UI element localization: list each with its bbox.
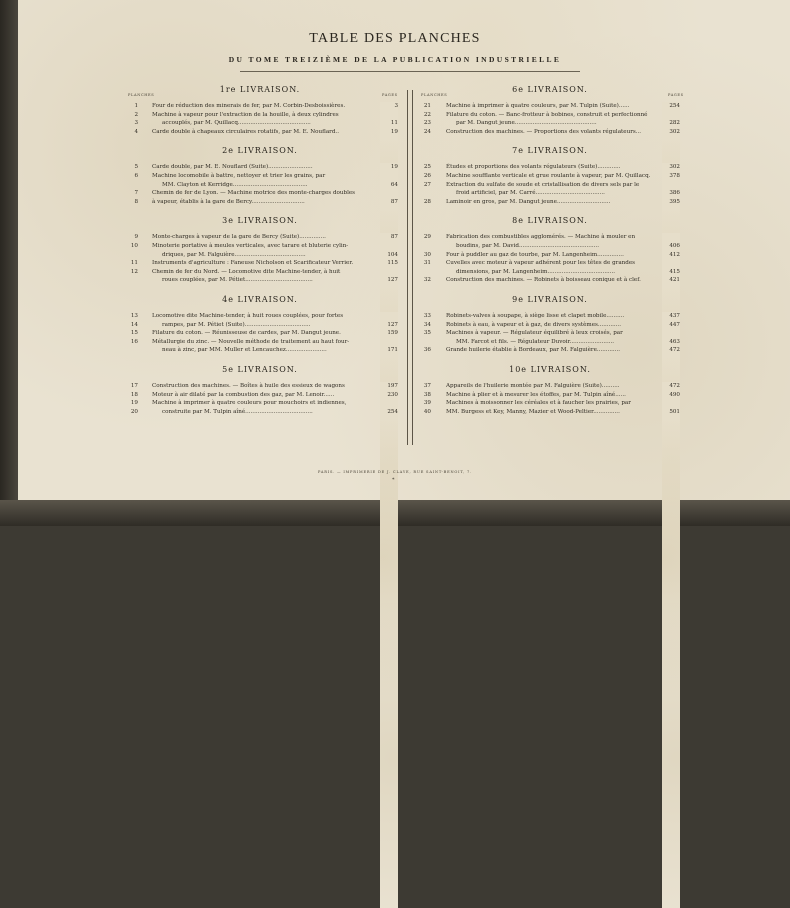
page-number: 87 <box>380 233 398 733</box>
plate-number: 36 <box>423 347 431 354</box>
page-number: 3 <box>380 102 398 602</box>
signature-mark: * <box>392 477 395 483</box>
plate-number: 35 <box>423 330 431 337</box>
plate-description: boudins, par M. David............................................. <box>456 243 599 249</box>
plate-description: Chemin de fer de Lyon. — Machine motrice des monte-charges doubles <box>152 190 356 197</box>
page-number: 386 <box>662 189 680 689</box>
plate-description: Construction des machines. — Proportions des volants régulateurs... <box>446 128 642 135</box>
plate-description: Machine à plier et à mesurer les étoffes, par M. Tulpin aîné...... <box>446 391 626 398</box>
section-title: 1re LIVRAISON. <box>219 85 301 94</box>
plate-number: 8 <box>134 198 138 205</box>
plate-description: Laminoir en gros, par M. Dangut jeune.............................. <box>446 198 611 205</box>
page-subtitle: DU TOME TREIZIÈME DE LA PUBLICATION INDUSTRIELLE <box>228 55 562 64</box>
plate-description: Grande huilerie établie à Bordeaux, par M. Falguière............. <box>446 347 620 354</box>
page-number: 302 <box>662 128 680 628</box>
plate-number: 40 <box>423 408 431 415</box>
plate-number: 13 <box>130 313 138 319</box>
plate-number: 22 <box>423 111 431 118</box>
page-number: 230 <box>380 391 398 891</box>
plate-description: Filature du coton. — Réunisseuse de cardes, par M. Dangut jeune. <box>152 330 341 337</box>
plate-description: accouplés, par M. Quillacq......................................... <box>162 120 311 127</box>
page-number: 19 <box>380 128 398 628</box>
plate-number: 18 <box>130 391 138 398</box>
plate-description: Cuvelles avec moteur à vapeur adhérent pour les têtes de grandes <box>446 260 636 267</box>
plate-description: roues couplées, par M. Pétiet...................................... <box>162 277 313 284</box>
plate-number: 28 <box>423 198 431 205</box>
plate-number: 11 <box>130 260 138 267</box>
page-number: 115 <box>380 259 398 759</box>
plate-number: 25 <box>423 164 431 171</box>
section-title: 3e LIVRAISON. <box>222 216 298 226</box>
right-pages-head: PAGES <box>668 93 684 97</box>
page-number: 159 <box>380 329 398 829</box>
section-title: 6e LIVRAISON. <box>512 85 588 94</box>
plate-description: rampes, par M. Pétiet (Suite)..................................... <box>162 321 311 328</box>
page-number: 254 <box>380 408 398 908</box>
page-number: 104 <box>380 251 398 751</box>
table-row <box>0 276 790 285</box>
section-title: 10e LIVRAISON. <box>509 365 591 374</box>
section-title: 9e LIVRAISON. <box>512 295 588 304</box>
plate-number: 31 <box>423 260 431 267</box>
plate-number: 16 <box>130 338 138 345</box>
printer-imprint: PARIS. — IMPRIMERIE DE J. CLAYE, RUE SAINT-BENOIT, 7. <box>318 470 472 474</box>
plate-number: 5 <box>134 164 138 171</box>
page-number: 87 <box>380 198 398 698</box>
page-number: 415 <box>662 268 680 768</box>
section-title: 8e LIVRAISON. <box>512 216 588 226</box>
section-title: 5e LIVRAISON. <box>222 365 298 374</box>
plate-number: 27 <box>423 181 431 188</box>
plate-description: Construction des machines. — Boîtes à huile des essieux de wagons <box>152 383 345 389</box>
page-number: 447 <box>662 321 680 821</box>
left-pages-head: PAGES <box>382 93 398 97</box>
right-planches-head: PLANCHES <box>421 93 448 97</box>
table-row <box>0 128 790 137</box>
plate-number: 33 <box>423 313 431 319</box>
plate-number: 32 <box>423 277 431 284</box>
plate-description: Chemin de fer du Nord. — Locomotive dite Machine-tender, à huit <box>152 268 341 275</box>
page-number: 127 <box>380 276 398 776</box>
plate-description: neau à zinc, par MM. Muller et Lencauchez....................... <box>162 347 327 354</box>
plate-number: 14 <box>130 321 138 328</box>
plate-description: Moteur à air dilaté par la combustion des gaz, par M. Lenoir...... <box>152 391 335 398</box>
page-number: 472 <box>662 382 680 882</box>
plate-description: Robinets à eau, à vapeur et à gaz, de divers systèmes............. <box>446 321 621 328</box>
section-title: 7e LIVRAISON. <box>512 146 588 156</box>
page-number: 463 <box>662 338 680 838</box>
plate-description: Construction des machines. — Robinets à boisseau conique et à clef. <box>446 277 641 284</box>
plate-description: Fabrication des combustibles agglomérés. — Machine à mouler en <box>446 234 636 241</box>
page-number: 171 <box>380 346 398 846</box>
page-number: 11 <box>380 119 398 619</box>
plate-description: Carde double, par M. E. Nouflard (Suite)......................... <box>152 164 313 171</box>
plate-description: Robinets-valves à soupape, à siège lisse et clapet mobile.......... <box>446 313 625 319</box>
plate-number: 12 <box>130 268 138 275</box>
plate-description: Machines à moissonner les céréales et à faucher les prairies, par <box>446 400 631 407</box>
plate-description: Locomotive dite Machine-tender, à huit roues couplées, pour fortes <box>152 313 344 319</box>
subtitle-rule <box>240 71 580 72</box>
plate-description: Monte-charges à vapeur de la gare de Bercy (Suite)............... <box>152 234 326 241</box>
page-number: 395 <box>662 198 680 698</box>
page-number: 282 <box>662 119 680 619</box>
plate-description: Appareils de l'huilerie montée par M. Falguière (Suite).......... <box>446 383 620 389</box>
plate-number: 10 <box>130 243 138 249</box>
plate-number: 9 <box>134 234 138 241</box>
plate-description: Four à puddler au gaz de tourbe, par M. Langenheim............... <box>446 251 624 258</box>
page-number: 127 <box>380 321 398 821</box>
plate-description: Machines à vapeur. — Régulateur équilibré à leux croisés, par <box>446 330 623 337</box>
plate-description: Machine locomobile à battre, nettoyer et trier les grains, par <box>152 173 326 179</box>
page-number: 437 <box>662 312 680 812</box>
plate-description: Machine soufflante verticale et grue roulante à vapeur, par M. Quillacq. <box>446 173 651 179</box>
plate-description: construite par M. Tulpin aîné...................................... <box>162 408 313 415</box>
page-number: 19 <box>380 163 398 663</box>
plate-number: 37 <box>423 383 431 389</box>
page-number: 378 <box>662 172 680 672</box>
plate-description: Machine à vapeur pour l'extraction de la houille, à deux cylindres <box>152 111 339 118</box>
plate-number: 23 <box>423 120 431 127</box>
plate-number: 17 <box>130 383 138 389</box>
plate-description: à vapeur, établis à la gare de Bercy.............................. <box>152 198 305 205</box>
page-number: 64 <box>380 181 398 681</box>
page-number: 490 <box>662 391 680 891</box>
plate-number: 29 <box>423 234 431 241</box>
plate-number: 7 <box>134 190 138 197</box>
plate-description: froid artificiel, par M. Carré....................................... <box>456 190 605 197</box>
plate-number: 4 <box>134 128 138 135</box>
plate-description: dimensions, par M. Langenheim...................................... <box>456 268 616 275</box>
page-number: 412 <box>662 251 680 751</box>
plate-number: 26 <box>423 173 431 179</box>
page-number: 421 <box>662 276 680 776</box>
table-row <box>0 198 790 207</box>
plate-description: Filature du coton. — Banc-frotteur à bobines, construit et perfectionné <box>446 111 648 118</box>
page-number: 406 <box>662 242 680 742</box>
plate-description: MM. Farcot et fils. — Régulateur Duvoir......................... <box>456 338 615 345</box>
plate-description: Machine à imprimer à quatre couleurs, par M. Tulpin (Suite)...... <box>446 103 630 109</box>
plate-number: 6 <box>134 173 138 179</box>
plate-description: MM. Clayton et Kerridge.......................................... <box>162 181 308 188</box>
page-number: 472 <box>662 346 680 846</box>
plate-number: 21 <box>423 103 431 109</box>
plate-description: Instruments d'agriculture : Faneuse Nicholson et Scarificateur Verrier. <box>152 260 354 267</box>
plate-number: 19 <box>130 400 138 407</box>
left-planches-head: PLANCHES <box>128 93 155 97</box>
plate-number: 38 <box>423 391 431 398</box>
page-number: 254 <box>662 102 680 602</box>
plate-number: 3 <box>134 120 138 127</box>
plate-number: 34 <box>423 321 431 328</box>
plate-number: 2 <box>134 111 138 118</box>
table-row <box>0 408 790 417</box>
plate-number: 30 <box>423 251 431 258</box>
section-title: 2e LIVRAISON. <box>222 146 298 156</box>
plate-description: Études et proportions des volants régulateurs (Suite)............. <box>446 164 621 171</box>
plate-number: 20 <box>130 408 138 415</box>
plate-number: 15 <box>130 330 138 337</box>
plate-description: Métallurgie du zinc. — Nouvelle méthode de traitement au haut four- <box>152 338 350 345</box>
page-number: 197 <box>380 382 398 882</box>
page-number: 302 <box>662 163 680 663</box>
plate-number: 1 <box>134 103 138 109</box>
page-number: 501 <box>662 408 680 908</box>
section-title: 4e LIVRAISON. <box>222 295 298 304</box>
plate-description: Four de réduction des minerais de fer, par M. Corbin-Desboissières. <box>152 103 346 109</box>
page-title: TABLE DES PLANCHES <box>309 31 481 46</box>
table-row <box>0 346 790 355</box>
plate-description: Carde double à chapeaux circulaires rotatifs, par M. E. Nouflard.. <box>152 128 339 135</box>
plate-description: driques, par M. Falguière........................................ <box>162 251 306 258</box>
plate-number: 24 <box>423 128 431 135</box>
plate-description: Extraction du sulfate de soude et cristallisation de divers sels par le <box>446 181 640 188</box>
plate-description: par M. Dangut jeune.............................................. <box>456 120 597 127</box>
plate-description: Machine à imprimer à quatre couleurs pour mouchoirs et indiennes, <box>152 400 347 407</box>
plate-description: Minoterie portative à meules verticales, avec tarare et bluterie cylin- <box>152 243 349 249</box>
plate-description: MM. Burgess et Key, Manny, Mazier et Wood-Peltier............... <box>446 408 620 415</box>
plate-number: 39 <box>423 400 431 407</box>
